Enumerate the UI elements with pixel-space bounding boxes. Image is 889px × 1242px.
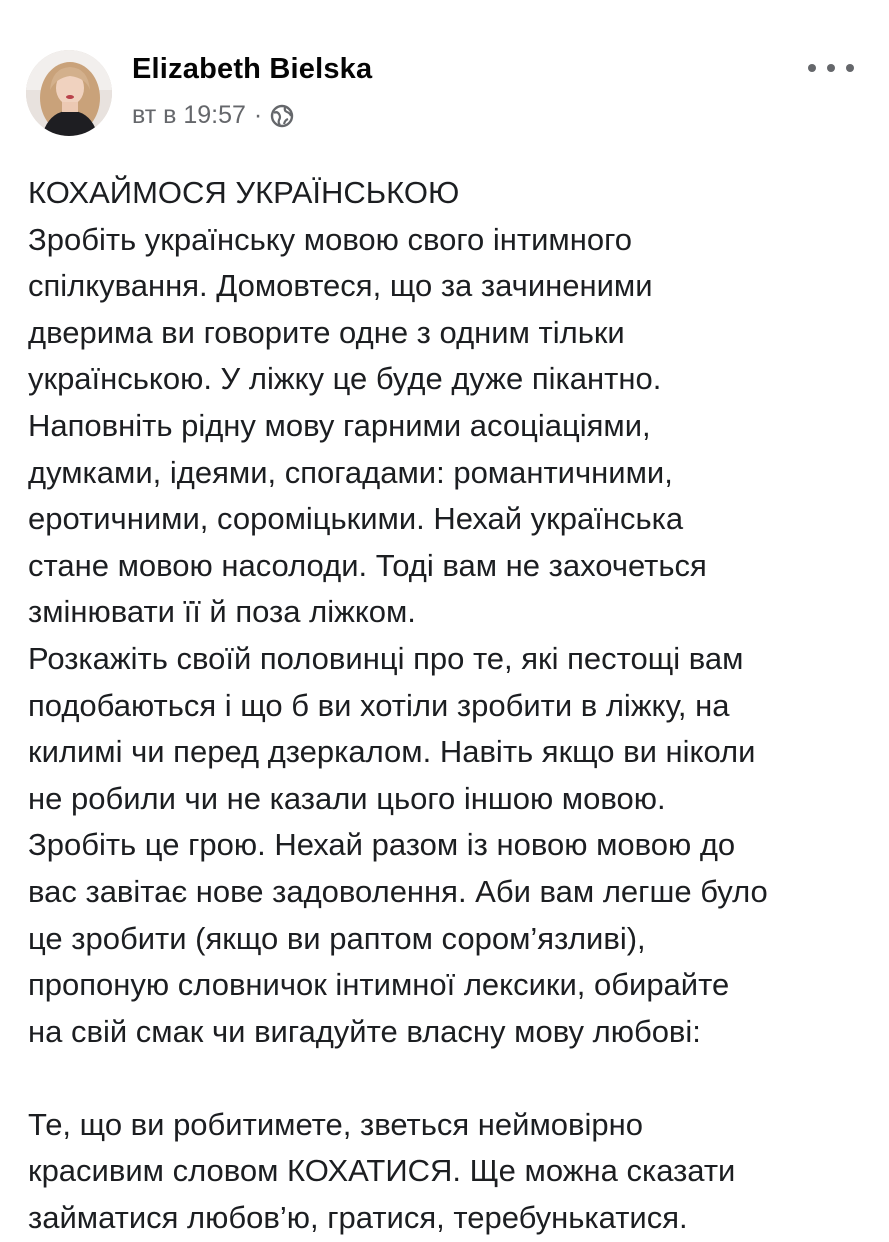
- post-text-line: Зробіть це грою. Нехай разом із новою мовою до: [28, 827, 736, 863]
- meta-separator: ·: [253, 101, 263, 129]
- post-text-line: Зробіть українську мовою свого інтимного: [28, 221, 632, 257]
- post-text-line: Наповніть рідну мову гарними асоціаціями,: [28, 407, 651, 443]
- post-text-line: стане мовою насолоди. Тоді вам не захочеться: [28, 547, 707, 583]
- post-timestamp[interactable]: вт в 19:57: [132, 101, 246, 129]
- more-options-icon[interactable]: [808, 55, 854, 81]
- post-text-line: Те, що ви робитимете, зветься неймовірно: [28, 1106, 643, 1142]
- post-text-line: думками, ідеями, спогадами: романтичними,: [28, 454, 673, 490]
- post-text-line: подобаються і що б ви хотіли зробити в ліжку, на: [28, 687, 730, 723]
- paragraph-break: [28, 1055, 878, 1102]
- avatar[interactable]: [26, 50, 112, 136]
- more-dot: [808, 64, 816, 72]
- post-text-line: вас завітає нове задоволення. Аби вам легше було: [28, 873, 768, 909]
- post-header: [0, 0, 889, 150]
- post-text-line: українською. У ліжку це буде дуже пікантно.: [28, 361, 662, 397]
- post-text-line: пропоную словничок інтимної лексики, обирайте: [28, 967, 730, 1003]
- post-text-line: Розкажіть своїй половинці про те, які пестощі вам: [28, 640, 744, 676]
- post-text-line: КОХАЙМОСЯ УКРАЇНСЬКОЮ: [28, 175, 460, 210]
- post-text-line: займатися любов’ю, гратися, теребунькатися.: [28, 1200, 688, 1236]
- post-text-line: на свій смак чи вигадуйте власну мову любові:: [28, 1013, 701, 1049]
- post-text-line: спілкування. Домовтеся, що за зачиненими: [28, 268, 653, 304]
- post-text: [28, 170, 878, 1242]
- more-dot: [827, 64, 835, 72]
- post-text-line: килимі чи перед дзеркалом. Навіть якщо ви ніколи: [28, 734, 756, 770]
- post-text-line: красивим словом КОХАТИСЯ. Ще можна сказати: [28, 1153, 736, 1189]
- post-text-line: змінювати її й поза ліжком.: [28, 594, 416, 630]
- post-text-line: це зробити (якщо ви раптом сором’язливі),: [28, 920, 646, 956]
- post-text-line: еротичними, сороміцькими. Нехай українська: [28, 501, 684, 537]
- post-meta: [132, 101, 294, 130]
- post-text-line: дверима ви говорите одне з одним тільки: [28, 314, 625, 350]
- post-text-line: не робили чи не казали цього іншою мовою.: [28, 780, 666, 816]
- globe-icon: [270, 104, 294, 128]
- more-dot: [846, 64, 854, 72]
- author-name[interactable]: Elizabeth Bielska: [132, 53, 373, 85]
